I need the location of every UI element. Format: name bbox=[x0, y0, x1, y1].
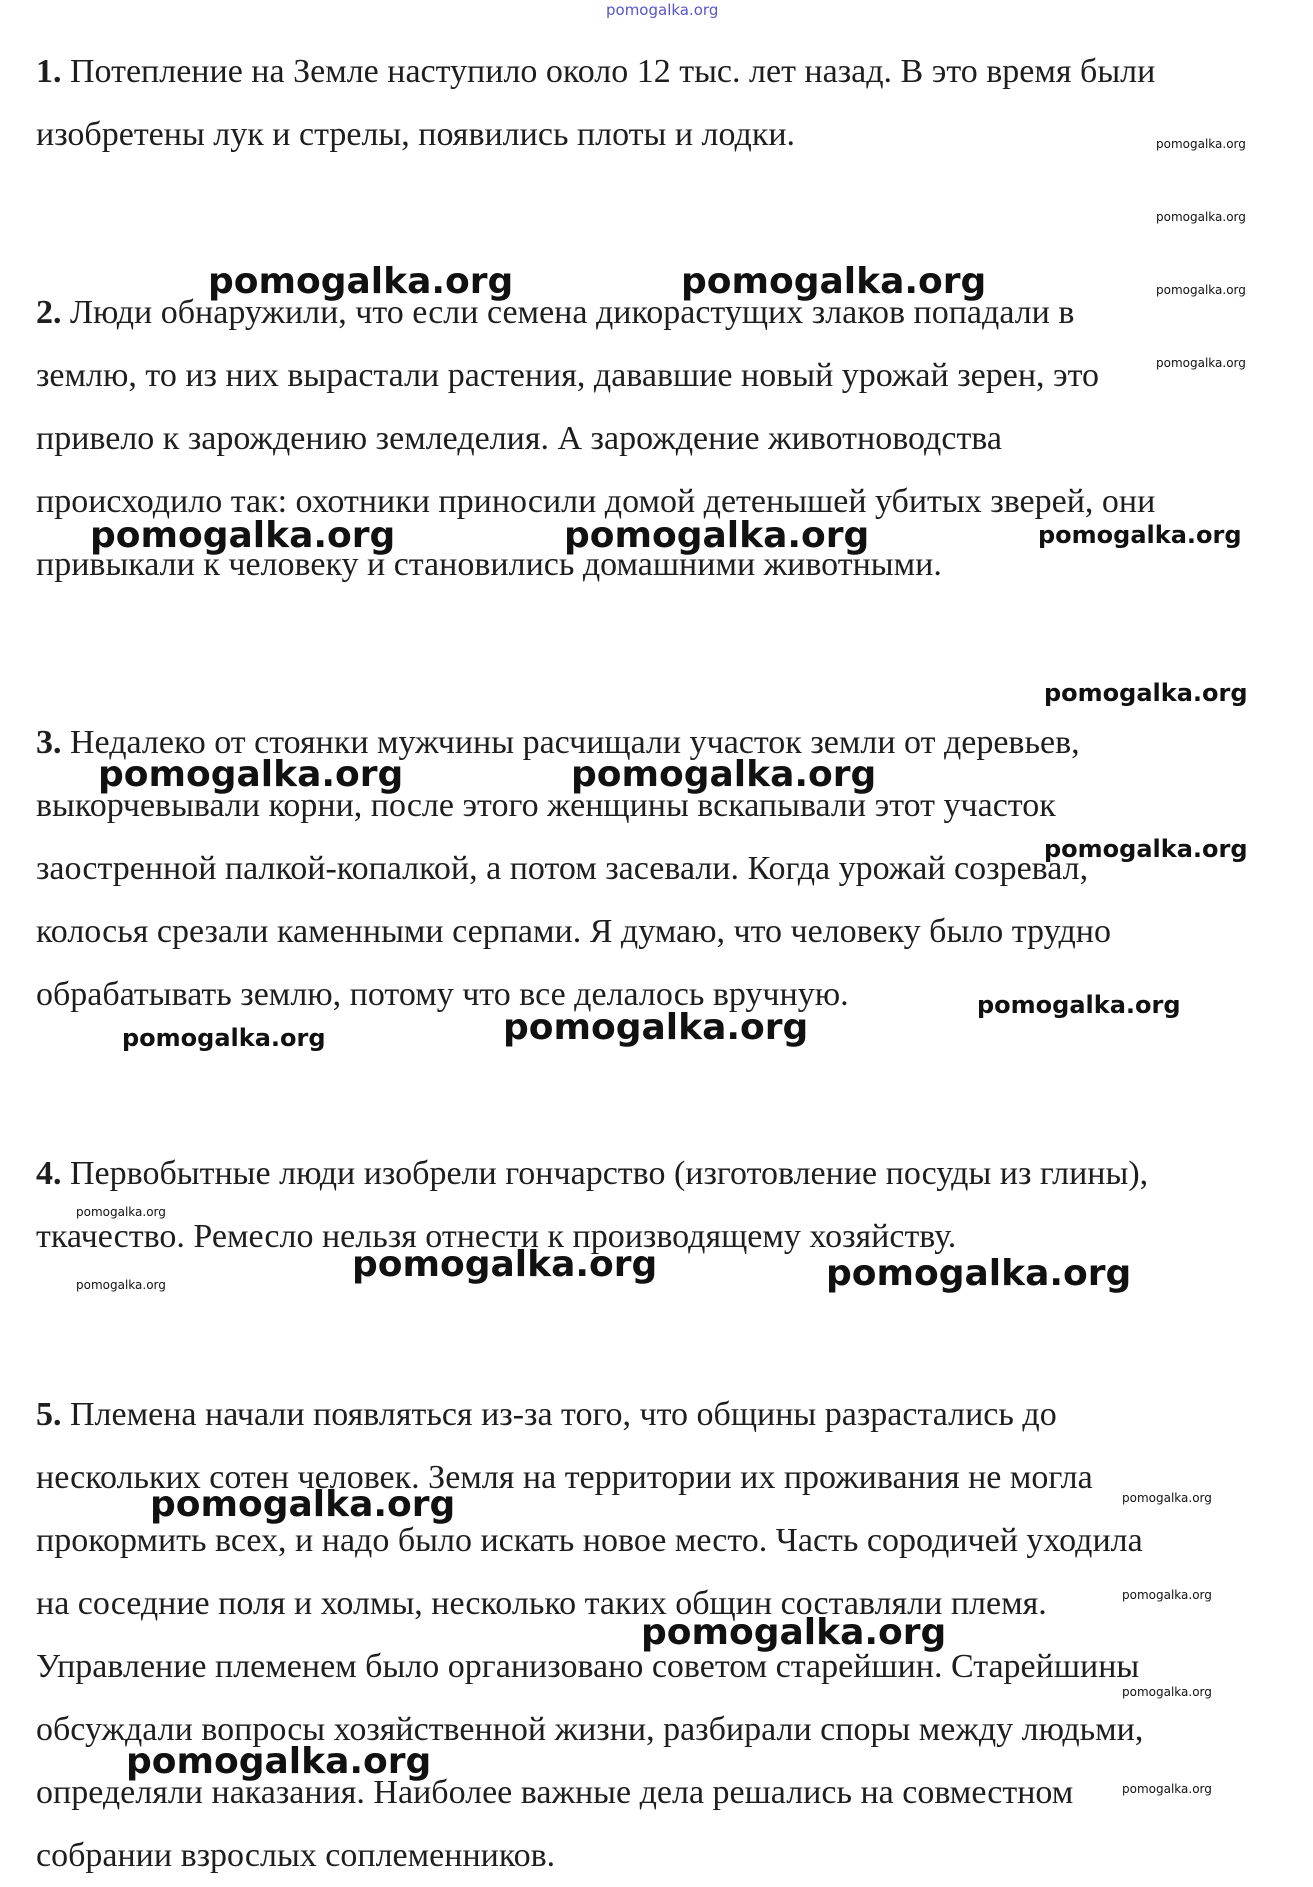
watermark: pomogalka.org bbox=[1122, 1685, 1212, 1699]
watermark: pomogalka.org bbox=[122, 1024, 326, 1052]
watermark: pomogalka.org bbox=[1122, 1588, 1212, 1602]
watermark: pomogalka.org bbox=[571, 754, 877, 795]
paragraph-2-line-2: землю, то из них вырастали растения, дававшие новый урожай зерен, это bbox=[36, 357, 1100, 394]
watermark: pomogalka.org bbox=[1156, 210, 1246, 224]
paragraph-5-line-7: определяли наказания. Наиболее важные дела решались на совместном bbox=[36, 1774, 1074, 1811]
paragraph-5-line-8: собрании взрослых соплеменников. bbox=[36, 1837, 556, 1874]
paragraph-3-line-3: заостренной палкой-копалкой, а потом засевали. Когда урожай созревал, bbox=[36, 850, 1089, 887]
paragraph-number: 3. bbox=[36, 724, 62, 761]
paragraph-2-line-4: происходило так: охотники приносили домой детенышей убитых зверей, они bbox=[36, 483, 1156, 520]
watermark: pomogalka.org bbox=[641, 1612, 947, 1653]
paragraph-4-line-2: ткачество. Ремесло нельзя отнести к производящему хозяйству. bbox=[36, 1218, 957, 1255]
watermark: pomogalka.org bbox=[90, 515, 396, 556]
paragraph-3-line-1: 3. Недалеко от стоянки мужчины расчищали участок земли от деревьев, bbox=[36, 724, 1080, 761]
watermark: pomogalka.org bbox=[1044, 835, 1248, 863]
watermark: pomogalka.org bbox=[1156, 283, 1246, 297]
paragraph-1-line-2: изобретены лук и стрелы, появились плоты и лодки. bbox=[36, 116, 796, 153]
paragraph-5-line-1: 5. Племена начали появляться из-за того, что общины разрастались до bbox=[36, 1396, 1057, 1433]
watermark: pomogalka.org bbox=[208, 261, 514, 302]
watermark: pomogalka.org bbox=[1038, 521, 1242, 549]
paragraph-3-line-2: выкорчевывали корни, после этого женщины вскапывали этот участок bbox=[36, 787, 1056, 824]
watermark: pomogalka.org bbox=[126, 1741, 432, 1782]
watermark: pomogalka.org bbox=[977, 991, 1181, 1019]
watermark: pomogalka.org bbox=[98, 754, 404, 795]
paragraph-2-line-3: привело к зарождению земледелия. А зарождение животноводства bbox=[36, 420, 1002, 457]
paragraph-5-line-3: прокормить всех, и надо было искать новое место. Часть сородичей уходила bbox=[36, 1522, 1143, 1559]
paragraph-number: 2. bbox=[36, 294, 62, 331]
watermark: pomogalka.org bbox=[1156, 137, 1246, 151]
paragraph-4-line-1: 4. Первобытные люди изобрели гончарство (изготовление посуды из глины), bbox=[36, 1155, 1149, 1192]
watermark: pomogalka.org bbox=[1122, 1782, 1212, 1796]
paragraph-2-line-1: 2. Люди обнаружили, что если семена дикорастущих злаков попадали в bbox=[36, 294, 1075, 331]
watermark: pomogalka.org bbox=[1122, 1491, 1212, 1505]
watermark: pomogalka.org bbox=[1044, 679, 1248, 707]
paragraph-5-line-6: обсуждали вопросы хозяйственной жизни, разбирали споры между людьми, bbox=[36, 1711, 1144, 1748]
paragraph-3-line-5: обрабатывать землю, потому что все делалось вручную. bbox=[36, 976, 849, 1013]
paragraph-1-line-1: 1. Потепление на Земле наступило около 12 тыс. лет назад. В это время были bbox=[36, 53, 1156, 90]
header-site-link[interactable]: pomogalka.org bbox=[606, 1, 719, 19]
watermark: pomogalka.org bbox=[150, 1484, 456, 1525]
paragraph-2-line-5: привыкали к человеку и становились домашними животными. bbox=[36, 546, 942, 583]
watermark: pomogalka.org bbox=[564, 515, 870, 556]
watermark: pomogalka.org bbox=[681, 261, 987, 302]
paragraph-number: 1. bbox=[36, 53, 62, 90]
paragraph-5-line-4: на соседние поля и холмы, несколько таких общин составляли племя. bbox=[36, 1585, 1047, 1622]
paragraph-5-line-2: нескольких сотен человек. Земля на территории их проживания не могла bbox=[36, 1459, 1093, 1496]
paragraph-5-line-5: Управление племенем было организовано советом старейшин. Старейшины bbox=[36, 1648, 1140, 1685]
watermark: pomogalka.org bbox=[1156, 356, 1246, 370]
watermark: pomogalka.org bbox=[503, 1007, 809, 1048]
paragraph-3-line-4: колосья срезали каменными серпами. Я думаю, что человеку было трудно bbox=[36, 913, 1111, 950]
watermark: pomogalka.org bbox=[76, 1205, 166, 1219]
watermark: pomogalka.org bbox=[76, 1278, 166, 1292]
paragraph-number: 4. bbox=[36, 1155, 62, 1192]
paragraph-number: 5. bbox=[36, 1396, 62, 1433]
watermark: pomogalka.org bbox=[826, 1253, 1132, 1294]
watermark: pomogalka.org bbox=[352, 1244, 658, 1285]
